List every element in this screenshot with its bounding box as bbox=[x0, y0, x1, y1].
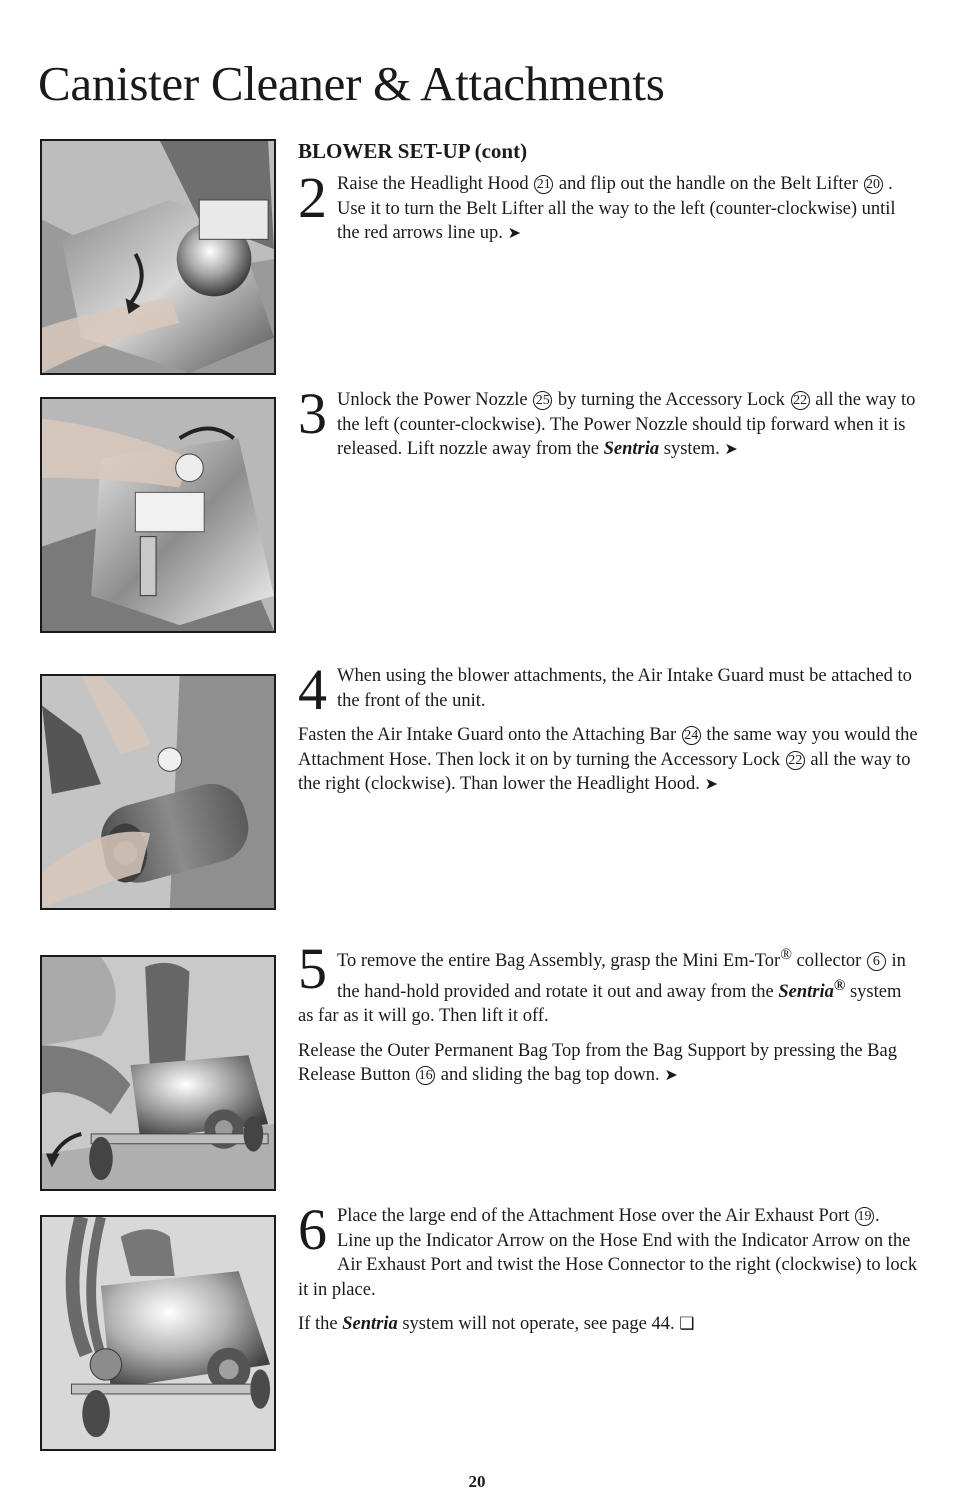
step-body bbox=[298, 1197, 918, 1337]
end-box-icon: ❑ bbox=[679, 1314, 695, 1333]
step-2-photo bbox=[40, 139, 276, 375]
step-number: 4 bbox=[298, 657, 327, 722]
part-callout: 25 bbox=[533, 391, 552, 410]
text-run: If the bbox=[298, 1314, 343, 1334]
page-title: Canister Cleaner & Attachments bbox=[38, 55, 665, 111]
continue-arrow-icon: ➤ bbox=[507, 225, 521, 242]
step-2-text bbox=[298, 138, 918, 247]
text-run: When using the blower attachments, the Air Intake Guard must be attached to the front of the unit. bbox=[337, 666, 912, 711]
step-body bbox=[298, 165, 918, 247]
part-callout: 6 bbox=[867, 952, 886, 971]
step-body bbox=[298, 657, 918, 798]
text-run: collector bbox=[791, 951, 866, 972]
step-paragraph bbox=[298, 165, 918, 247]
text-run: system as far as it will go. Then lift it off. bbox=[298, 981, 902, 1027]
text-run: system. bbox=[659, 439, 725, 459]
vacuum-attachment-hose-photo bbox=[42, 1217, 274, 1449]
part-callout: 16 bbox=[416, 1066, 435, 1085]
text-run: Raise the Headlight Hood bbox=[337, 174, 534, 194]
step-5-photo bbox=[40, 955, 276, 1191]
step-paragraph bbox=[298, 1312, 918, 1337]
step-5-text bbox=[298, 936, 918, 1089]
text-run: by turning the Accessory Lock bbox=[553, 390, 790, 410]
part-callout: 22 bbox=[786, 751, 805, 770]
step-body bbox=[298, 936, 918, 1089]
part-callout: 22 bbox=[791, 391, 810, 410]
continue-arrow-icon: ➤ bbox=[664, 1067, 678, 1085]
step-4-text bbox=[298, 657, 918, 798]
step-number: 3 bbox=[298, 381, 327, 446]
page-number: 20 bbox=[468, 1472, 486, 1491]
step-number: 5 bbox=[298, 936, 327, 1001]
vacuum-accessory-lock-photo bbox=[42, 399, 274, 631]
part-callout: 21 bbox=[534, 175, 553, 194]
section-heading: BLOWER SET-UP (cont) bbox=[298, 139, 528, 163]
step-paragraph bbox=[298, 1197, 918, 1302]
text-run: . Line up the Indicator Arrow on the Hose End with the Indicator Arrow on the Air Exhaust Port and twist the Hose Connector to the right (clockwise) to lock it in place. bbox=[298, 1206, 918, 1300]
step-3-text bbox=[298, 381, 918, 463]
brand-name: Sentria bbox=[342, 1314, 398, 1334]
text-run: Release the Outer Permanent Bag Top from the Bag Support by pressing the Bag Release Button bbox=[298, 1040, 897, 1086]
step-3-photo bbox=[40, 397, 276, 633]
part-callout: 24 bbox=[682, 726, 701, 745]
step-paragraph bbox=[298, 723, 918, 798]
text-run: all the way to the left (counter-clockwise). The Power Nozzle should tip forward when it is released. Lift nozzle away from the bbox=[337, 390, 916, 459]
step-paragraph bbox=[298, 657, 918, 722]
text-run: the same way you would the Attachment Hose. Then lock it on by turning the Accessory Lock bbox=[298, 725, 918, 770]
text-run: in the hand-hold provided and rotate it out and away from the bbox=[337, 951, 906, 1002]
step-paragraph bbox=[298, 381, 918, 463]
vacuum-belt-lifter-photo bbox=[42, 141, 274, 373]
text-run: Place the large end of the Attachment Hose over the Air Exhaust Port bbox=[337, 1206, 855, 1226]
text-run: and flip out the handle on the Belt Lifter bbox=[554, 174, 863, 194]
vacuum-air-intake-guard-photo bbox=[42, 676, 274, 908]
step-paragraph bbox=[298, 1039, 918, 1089]
step-body bbox=[298, 381, 918, 463]
registered-mark: ® bbox=[833, 976, 846, 994]
continue-arrow-icon: ➤ bbox=[704, 776, 718, 793]
text-run: . Use it to turn the Belt Lifter all the way to the left (counter-clockwise) until the red arrows line up. bbox=[337, 174, 896, 243]
text-run: To remove the entire Bag Assembly, grasp the Mini Em-Tor bbox=[337, 951, 781, 972]
registered-mark: ® bbox=[780, 946, 792, 963]
step-4-photo bbox=[40, 674, 276, 910]
step-number: 6 bbox=[298, 1197, 327, 1262]
text-run: system will not operate, see page 44. bbox=[397, 1314, 680, 1334]
text-run: Fasten the Air Intake Guard onto the Attaching Bar bbox=[298, 725, 681, 745]
text-run: all the way to the right (clockwise). Than lower the Headlight Hood. bbox=[298, 749, 911, 794]
part-callout: 19 bbox=[855, 1207, 874, 1226]
step-6-text bbox=[298, 1197, 918, 1337]
continue-arrow-icon: ➤ bbox=[724, 441, 738, 458]
step-6-photo bbox=[40, 1215, 276, 1451]
step-number: 2 bbox=[298, 165, 327, 230]
text-run: and sliding the bag top down. bbox=[436, 1065, 665, 1086]
brand-name: Sentria bbox=[778, 981, 834, 1002]
vacuum-bag-assembly-photo bbox=[42, 957, 274, 1189]
step-paragraph bbox=[298, 936, 918, 1029]
text-run: Unlock the Power Nozzle bbox=[337, 390, 533, 410]
part-callout: 20 bbox=[864, 175, 883, 194]
brand-name: Sentria bbox=[603, 439, 660, 459]
